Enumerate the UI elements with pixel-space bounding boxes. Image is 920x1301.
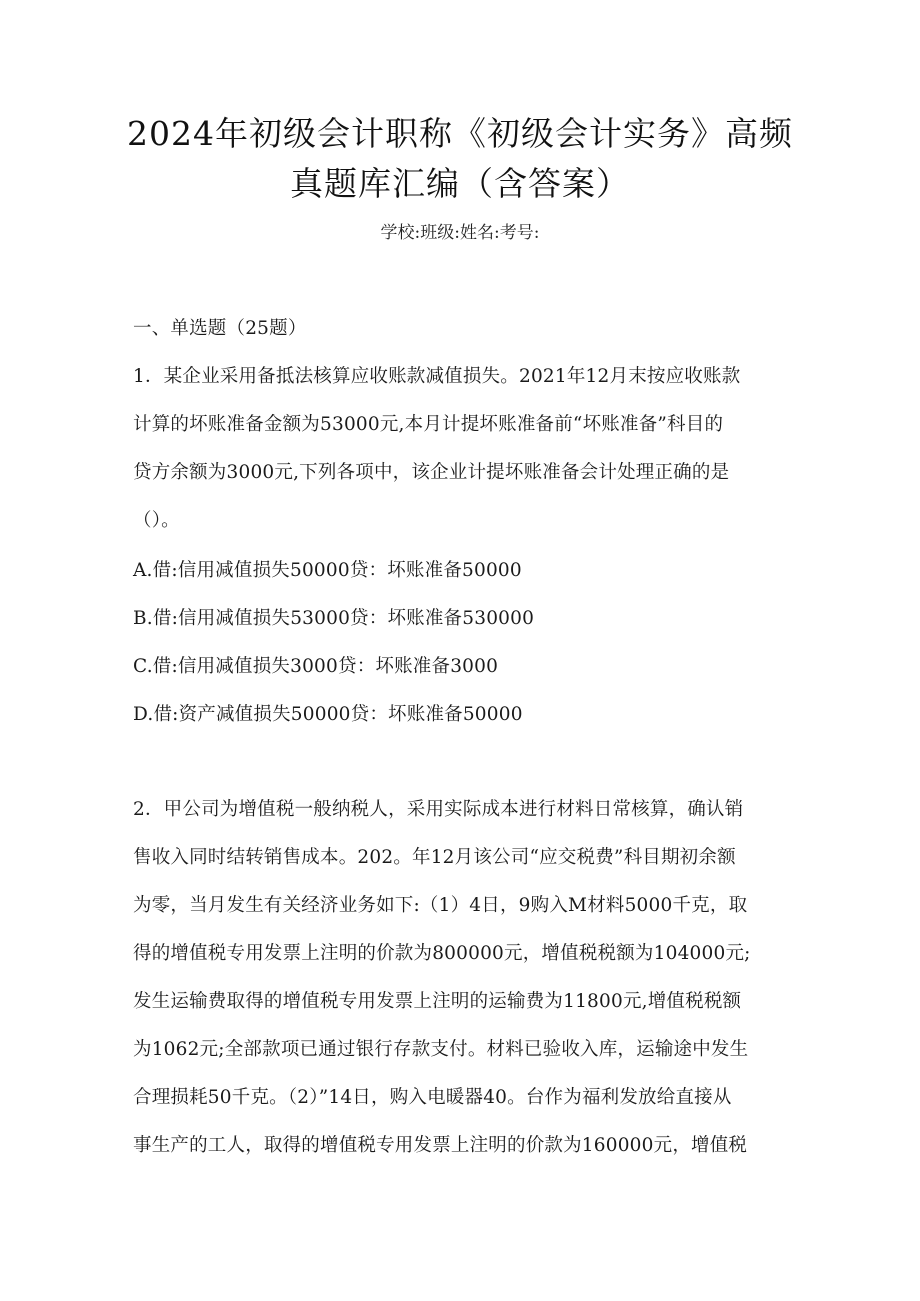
question-1-line: （）。 [133, 510, 180, 531]
question-1-line: 计算的坏账准备金额为53000元,本月计提坏账准备前“坏账准备”科目的 [133, 414, 724, 435]
question-1-option-b: B.借:信用减值损失53000贷：坏账准备530000 [133, 608, 535, 629]
question-1-option-a: A.借:信用减值损失50000贷：坏账准备50000 [133, 560, 522, 581]
document-title-line-1: 2024年初级会计职称《初级会计实务》高频 [127, 114, 793, 153]
question-2-line: 发生运输费取得的增值税专用发票上注明的运输费为11800元,增值税税额 [133, 991, 742, 1012]
question-2-line: 为1062元;全部款项已通过银行存款支付。材料已验收入库，运输途中发生 [133, 1039, 749, 1060]
question-2-line: 合理损耗50千克。（2）”14日，购入电暖器40。台作为福利发放给直接从 [133, 1087, 732, 1108]
question-2-line: 售收入同时结转销售成本。202。年12月该公司“应交税费”科目期初余额 [133, 847, 736, 868]
question-2-line: 事生产的工人，取得的增值税专用发票上注明的价款为160000元，增值税 [133, 1135, 748, 1156]
question-1-line: 贷方余额为3000元,下列各项中，该企业计提坏账准备会计处理正确的是 [133, 462, 730, 483]
student-info-line: 学校:班级:姓名:考号: [380, 223, 540, 243]
question-1-option-c: C.借:信用减值损失3000贷：坏账准备3000 [133, 656, 499, 677]
question-2-line: 2．甲公司为增值税一般纳税人，采用实际成本进行材料日常核算，确认销 [133, 799, 744, 820]
question-2-line: 为零，当月发生有关经济业务如下:（1）4日，9购入M材料5000千克，取 [133, 895, 748, 916]
question-1-line: 1．某企业采用备抵法核算应收账款减值损失。2021年12月末按应收账款 [133, 366, 741, 387]
section-heading: 一、单选题（25题） [133, 318, 307, 339]
question-2-line: 得的增值税专用发票上注明的价款为800000元，增值税税额为104000元; [133, 943, 751, 964]
document-title-line-2: 真题库汇编（含答案） [290, 164, 630, 203]
question-1-option-d: D.借:资产减值损失50000贷：坏账准备50000 [133, 704, 523, 725]
